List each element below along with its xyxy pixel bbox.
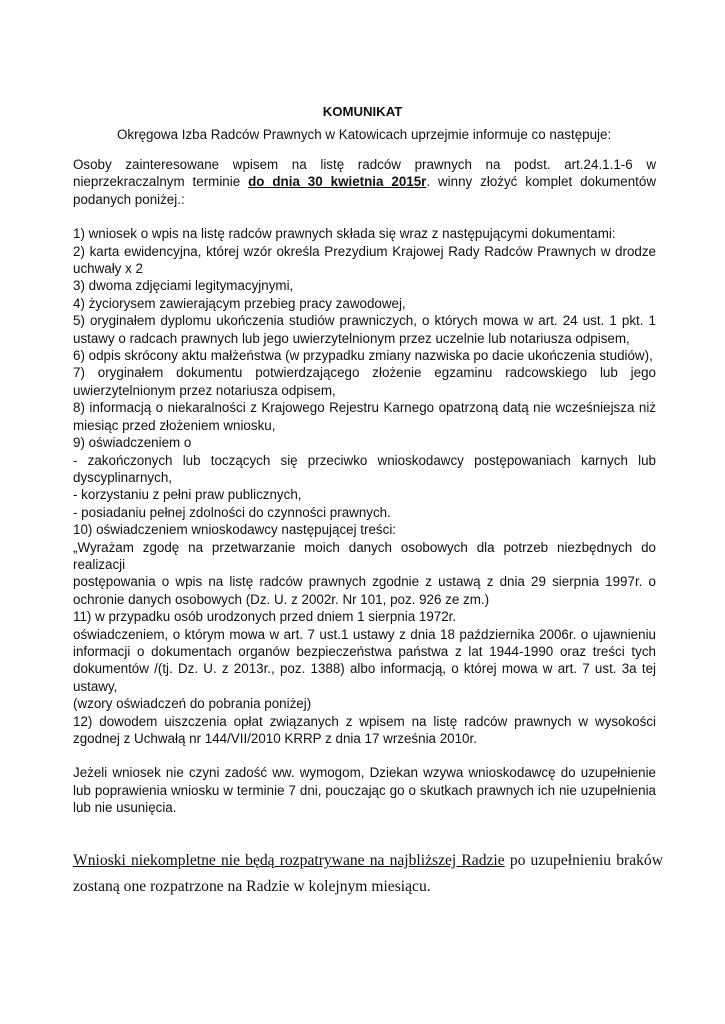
requirements-list [73,225,656,747]
list-item: 2) karta ewidencyjna, której wzór określa Prezydium Krajowej Rady Radców Prawnych w drodze uchwały x 2 [73,243,656,277]
list-item: 12) dowodem uiszczenia opłat związanych z wpisem na listę radców prawnych w wysokości zgodnej z Uchwałą nr 144/VII/2010 KRRP z dnia 17 września 2010r. [73,713,656,746]
list-item: 3) dwoma zdjęciami legitymacyjnymi, [73,278,294,294]
list-item: 7) oryginałem dokumentu potwierdzającego złożenie egzaminu radcowskiego lub jego uwierzytelnionym przez notariusza odpisem, [73,365,656,398]
page-title: KOMUNIKAT [322,104,403,119]
final-note [73,848,663,900]
document-body [73,156,656,817]
list-item: 9) oświadczeniem o [73,435,192,451]
list-item: (wzory oświadczeń do pobrania poniżej) [73,696,312,712]
lead-text-after: . winny złożyć komplet dokumentów podanych poniżej.: [73,174,657,207]
list-item: - korzystaniu z pełni praw publicznych, [73,487,302,503]
list-item: 6) odpis skrócony aktu małżeństwa (w przypadku zmiany nazwiska po dacie ukończenia studiów), [73,348,653,364]
final-note-rest: po uzupełnieniu braków zostaną one rozpatrzone na Radzie w kolejnym miesiącu. [73,852,663,895]
list-item: 1) wniosek o wpis na listę radców prawnych składa się wraz z następującymi dokumentami: [73,226,616,242]
final-note-underlined: Wnioski niekompletne nie będą rozpatrywane na najbliższej Radzie [73,852,505,869]
list-item: oświadczeniem, o którym mowa w art. 7 ust.1 ustawy z dnia 18 października 2006r. o ujawnieniu informacji o dokumentach organów bezpieczeństwa państwa z lat 1944-1990 oraz treści tych dokumentów /(tj. Dz. U. z 2013r., poz. 1388) albo informacją, o której mowa w art. 7 ust. 3a tej ustawy, [73,626,656,694]
deadline-text: do dnia 30 kwietnia 2015r [248,174,427,190]
list-item: 10) oświadczeniem wnioskodawcy następującej treści: [73,522,397,538]
list-item: 8) informacją o niekaralności z Krajowego Rejestru Karnego opatrzoną datą nie wcześniejsza niż miesiąc przed złożeniem wniosku, [73,400,656,433]
list-item: „Wyrażam zgodę na przetwarzanie moich danych osobowych dla potrzeb niezbędnych do realizacji [73,539,656,572]
list-item: 4) życiorysem zawierającym przebieg pracy zawodowej, [73,295,406,311]
intro-text: Okręgowa Izba Radców Prawnych w Katowicach uprzejmie informuje co następuje: [117,127,612,142]
list-item: 5) oryginałem dyplomu ukończenia studiów prawniczych, o których mowa w art. 24 ust. 1 pkt. 1 ustawy o radcach prawnych lub jego uwierzytelnionym przez uczelnie lub notariusza odpisem, [73,313,656,346]
list-item: - posiadaniu pełnej zdolności do czynności prawnych. [73,504,391,520]
list-item: - zakończonych lub toczących się przeciwko wnioskodawcy postępowaniach karnych lub dyscyplinarnych, [73,452,656,485]
spacer [73,747,656,764]
lead-text-before: Osoby zainteresowane wpisem na listę radców prawnych na podst. art.24.1.1-6 w nieprzekraczalnym terminie [73,157,656,190]
lead-paragraph [73,156,656,208]
closing-paragraph: Jeżeli wniosek nie czyni zadość ww. wymogom, Dziekan wzywa wnioskodawcę do uzupełnienie lub poprawienia wniosku w terminie 7 dni, pouczając go o skutkach prawnych ich nie uzupełnienia lub nie usunięcia. [73,765,656,816]
list-item: 11) w przypadku osób urodzonych przed dniem 1 sierpnia 1972r. [73,609,457,625]
list-item: postępowania o wpis na listę radców prawnych zgodnie z ustawą z dnia 29 sierpnia 1997r. o ochronie danych osobowych (Dz. U. z 2002r. Nr 101, poz. 926 ze zm.) [73,574,656,607]
